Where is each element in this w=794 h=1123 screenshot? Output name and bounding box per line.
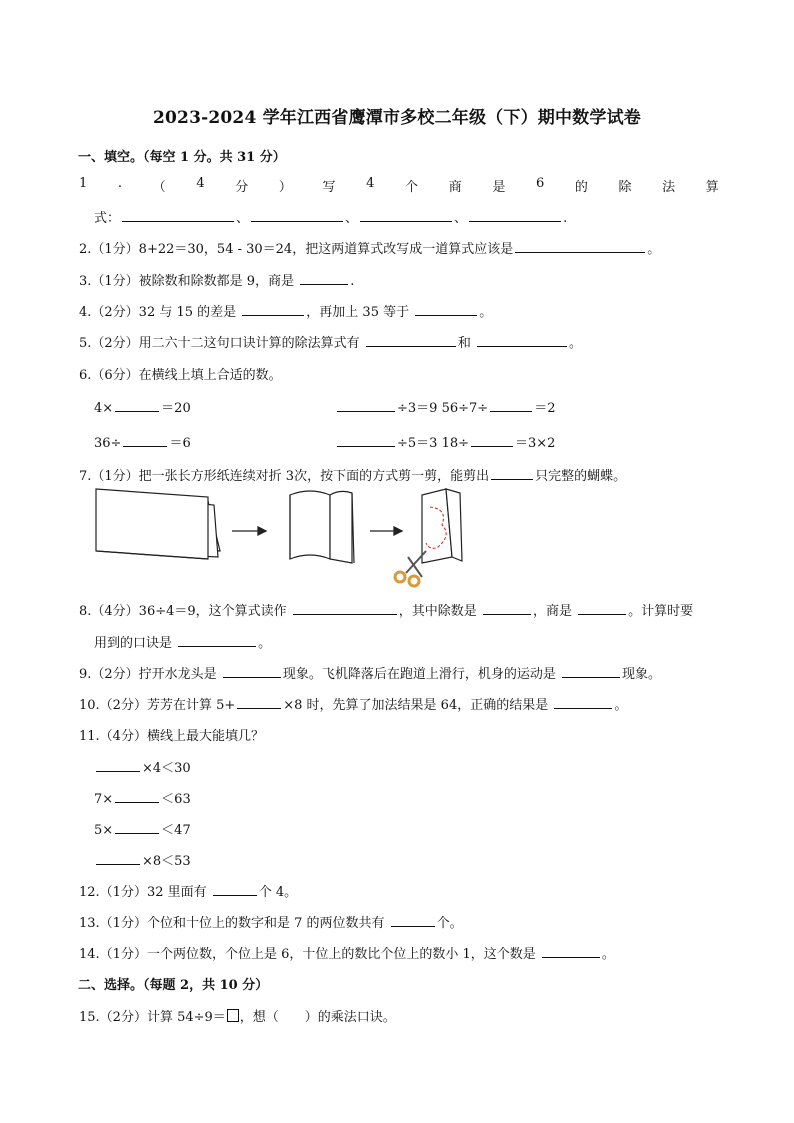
arrow-icon bbox=[370, 527, 402, 535]
q12-text-b: 个 4。 bbox=[258, 885, 298, 900]
q1-char: 是 bbox=[492, 180, 506, 195]
section-heading-2: 二、选择。（每题 2，共 10 分） bbox=[78, 978, 269, 993]
q3-text: 3.（1分）被除数和除数都是 9，商是 bbox=[79, 274, 295, 289]
q1-char: 法 bbox=[662, 180, 676, 195]
q1-char: 个 bbox=[405, 180, 419, 195]
answer-blank[interactable] bbox=[578, 603, 626, 615]
answer-blank[interactable] bbox=[242, 304, 304, 316]
q4-text-b: ，再加上 35 等于 bbox=[306, 305, 410, 320]
answer-blank[interactable] bbox=[469, 210, 561, 222]
q1-char: . bbox=[117, 176, 123, 191]
answer-blank[interactable] bbox=[96, 760, 140, 772]
answer-blank[interactable] bbox=[477, 335, 567, 347]
answer-blank[interactable] bbox=[251, 210, 343, 222]
q5-text-b: 和 bbox=[457, 336, 471, 351]
q1-char: 商 bbox=[448, 180, 462, 195]
question-2 bbox=[79, 238, 660, 257]
question-5 bbox=[79, 332, 582, 351]
q6-text: ＝3×2 bbox=[515, 436, 556, 451]
question-15 bbox=[79, 1006, 396, 1025]
q3-end: . bbox=[350, 274, 355, 289]
q1-char: 1 bbox=[79, 176, 88, 191]
q1-sep: 、 bbox=[454, 211, 468, 226]
q2-end: 。 bbox=[647, 242, 661, 257]
q6-text: ＝2 bbox=[534, 401, 556, 416]
folded-paper-1 bbox=[96, 489, 220, 559]
answer-blank[interactable] bbox=[115, 791, 159, 803]
q8-text-e: 用到的口诀是 bbox=[94, 636, 173, 651]
q8-text-c: ，商是 bbox=[532, 604, 572, 619]
question-10 bbox=[79, 694, 627, 713]
q8-text-b: ，其中除数是 bbox=[398, 604, 477, 619]
q1-char: 4 bbox=[366, 176, 375, 191]
q14-text-a: 14.（1分）一个两位数，个位上是 6，十位上的数比个位上的数小 1，这个数是 bbox=[79, 947, 536, 962]
q6-text: 56÷7÷ bbox=[441, 401, 489, 416]
answer-blank[interactable] bbox=[515, 241, 645, 253]
answer-blank[interactable] bbox=[490, 400, 532, 412]
q11-text: 5× bbox=[94, 823, 114, 838]
answer-blank[interactable] bbox=[366, 335, 456, 347]
answer-blank[interactable] bbox=[337, 435, 395, 447]
answer-blank[interactable] bbox=[415, 304, 477, 316]
q14-end: 。 bbox=[601, 947, 615, 962]
answer-blank[interactable] bbox=[471, 435, 513, 447]
answer-blank[interactable] bbox=[115, 822, 159, 834]
answer-blank[interactable] bbox=[122, 210, 234, 222]
q8-text-a: 8.（4分）36÷4＝9，这个算式读作 bbox=[79, 604, 287, 619]
question-6: 6.（6分）在横线上填上合适的数。 bbox=[79, 368, 282, 383]
answer-blank[interactable] bbox=[542, 946, 600, 958]
q12-text-a: 12.（1分）32 里面有 bbox=[79, 885, 207, 900]
arrow-icon bbox=[232, 527, 266, 535]
q15-text-b: ，想（ ）的乘法口诀。 bbox=[239, 1010, 396, 1025]
answer-blank[interactable] bbox=[123, 435, 167, 447]
answer-blank[interactable] bbox=[491, 468, 533, 480]
question-1-line-1 bbox=[79, 176, 719, 195]
q6-row-1-b bbox=[335, 397, 555, 416]
answer-blank[interactable] bbox=[391, 915, 435, 927]
question-9 bbox=[79, 663, 661, 682]
q9-text-a: 9.（2分）拧开水龙头是 bbox=[79, 667, 217, 682]
q1-char: 除 bbox=[618, 180, 632, 195]
answer-blank[interactable] bbox=[293, 603, 397, 615]
q11-text: ×4＜30 bbox=[142, 761, 191, 776]
answer-blank[interactable] bbox=[554, 697, 612, 709]
q4-end: 。 bbox=[479, 305, 493, 320]
q10-text-b: ×8 时，先算了加法结果是 64，正确的结果是 bbox=[283, 698, 549, 713]
q8-text-d: 。计算时要 bbox=[628, 604, 694, 619]
question-1-line-2 bbox=[94, 207, 567, 226]
question-4 bbox=[79, 301, 492, 320]
answer-blank[interactable] bbox=[213, 884, 257, 896]
q1-char: 4 bbox=[196, 176, 205, 191]
q8-end: 。 bbox=[258, 636, 272, 651]
q11-row-3 bbox=[94, 819, 191, 838]
question-13 bbox=[79, 912, 463, 931]
answer-blank[interactable] bbox=[223, 666, 281, 678]
q1-char: 写 bbox=[322, 180, 336, 195]
answer-blank[interactable] bbox=[96, 853, 140, 865]
folded-paper-3 bbox=[422, 489, 462, 563]
q1-sep: 、 bbox=[345, 211, 359, 226]
question-3 bbox=[79, 270, 354, 289]
question-7 bbox=[79, 465, 626, 484]
answer-blank[interactable] bbox=[483, 603, 531, 615]
q1-char: 的 bbox=[574, 180, 588, 195]
q1-char: 分 bbox=[235, 180, 249, 195]
question-8-line-1 bbox=[79, 600, 693, 619]
answer-blank[interactable] bbox=[562, 666, 620, 678]
q1-prefix: 式： bbox=[94, 211, 121, 226]
answer-blank[interactable] bbox=[360, 210, 452, 222]
q1-end: . bbox=[563, 211, 568, 226]
q5-end: 。 bbox=[568, 336, 582, 351]
q11-row-4 bbox=[94, 850, 191, 869]
q6-text: 4× bbox=[94, 401, 114, 416]
q4-text-a: 4.（2分）32 与 15 的差是 bbox=[79, 305, 237, 320]
q1-sep: 、 bbox=[236, 211, 250, 226]
answer-blank[interactable] bbox=[337, 400, 395, 412]
q13-text-b: 个。 bbox=[436, 916, 463, 931]
q13-text-a: 13.（1分）个位和十位上的数字和是 7 的两位数共有 bbox=[79, 916, 385, 931]
q1-char: （ bbox=[152, 180, 166, 195]
question-12 bbox=[79, 881, 297, 900]
q9-text-c: 现象。 bbox=[621, 667, 661, 682]
q11-text: ＜47 bbox=[161, 823, 191, 838]
q6-text: ÷3＝9 bbox=[397, 401, 438, 416]
question-11: 11.（4分）横线上最大能填几？ bbox=[79, 729, 264, 744]
q7-text-b: 只完整的蝴蝶。 bbox=[535, 469, 627, 484]
page-title: 2023-2024 学年江西省鹰潭市多校二年级（下）期中数学试卷 bbox=[152, 108, 641, 128]
q6-row-1-a bbox=[94, 397, 191, 416]
answer-blank[interactable] bbox=[237, 697, 281, 709]
answer-blank[interactable] bbox=[300, 273, 348, 285]
answer-blank[interactable] bbox=[178, 635, 256, 647]
q6-row-2-a bbox=[94, 432, 191, 451]
scissors-icon bbox=[395, 551, 426, 586]
q1-char: 6 bbox=[535, 176, 545, 191]
q11-text: ×8＜53 bbox=[142, 854, 191, 869]
q10-text-a: 10.（2分）芳芳在计算 5+ bbox=[79, 698, 236, 713]
q1-char: ） bbox=[278, 180, 292, 195]
answer-blank[interactable] bbox=[115, 400, 159, 412]
q11-text: 7× bbox=[94, 792, 114, 807]
question-14 bbox=[79, 943, 615, 962]
q6-text: 36÷ bbox=[94, 436, 122, 451]
q9-text-b: 现象。飞机降落后在跑道上滑行，机身的运动是 bbox=[282, 667, 556, 682]
q7-text-a: 7.（1分）把一张长方形纸连续对折 3次，按下面的方式剪一剪，能剪出 bbox=[79, 469, 490, 484]
q1-char: 算 bbox=[705, 180, 719, 195]
folded-paper-2 bbox=[290, 491, 354, 563]
answer-box[interactable] bbox=[227, 1009, 239, 1022]
q5-text-a: 5.（2分）用二六十二这句口诀计算的除法算式有 bbox=[79, 336, 360, 351]
q11-row-2 bbox=[94, 788, 191, 807]
q2-text: 2.（1分）8+22＝30，54 - 30＝24，把这两道算式改写成一道算式应该是 bbox=[79, 242, 514, 257]
q6-text: ＝6 bbox=[169, 436, 191, 451]
question-8-line-2 bbox=[94, 632, 271, 651]
q10-end: 。 bbox=[614, 698, 628, 713]
q11-text: ＜63 bbox=[161, 792, 191, 807]
q6-row-2-b bbox=[335, 432, 555, 451]
q6-text: 18÷ bbox=[441, 436, 470, 451]
paper-folding-figure bbox=[90, 485, 490, 590]
q15-text-a: 15.（2分）计算 54÷9＝ bbox=[79, 1010, 226, 1025]
q6-text: ÷5＝3 bbox=[397, 436, 438, 451]
q6-text: ＝20 bbox=[161, 401, 191, 416]
section-heading-1: 一、填空。（每空 1 分。共 31 分） bbox=[78, 150, 286, 165]
q11-row-1 bbox=[94, 757, 191, 776]
